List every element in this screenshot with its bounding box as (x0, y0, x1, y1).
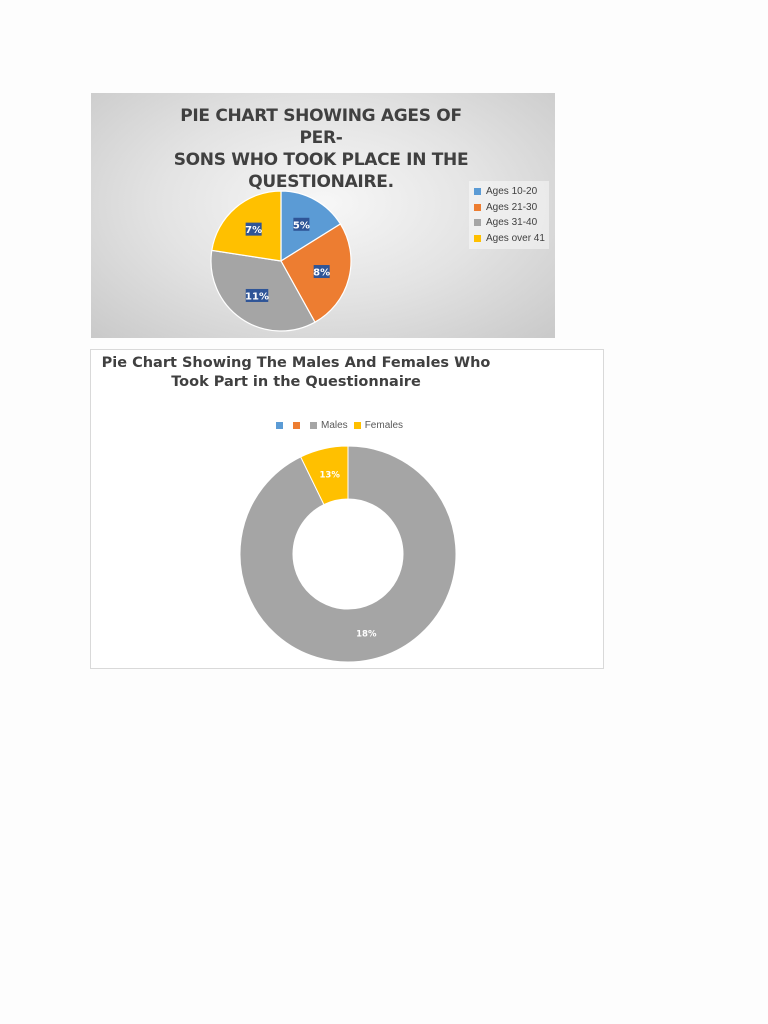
legend-label: Ages 31-40 (486, 217, 538, 229)
chart-title-line: SONS WHO TOOK PLACE IN THE (173, 150, 469, 170)
legend-label: Females (364, 420, 404, 431)
data-label (245, 289, 269, 303)
legend-swatch (474, 188, 481, 195)
legend-item (474, 184, 549, 200)
chart-title-line: QUESTIONAIRE. (248, 172, 394, 192)
svg-text:11%: 11% (245, 291, 269, 303)
legend-item (474, 215, 549, 231)
data-label (293, 218, 310, 232)
chart-title-line: PIE CHART SHOWING AGES OF PER- (180, 106, 462, 148)
data-label: 13% (319, 470, 340, 481)
ages-pie-chart (91, 93, 555, 338)
legend-label: Ages over 41 (486, 232, 545, 244)
chart-title-line: Took Part in the Questionnaire (171, 374, 421, 390)
svg-text:7%: 7% (245, 225, 263, 237)
legend-label: Ages 10-20 (486, 186, 538, 198)
legend (469, 181, 549, 249)
doughnut-plot (91, 350, 604, 669)
legend-swatch (474, 235, 481, 242)
chart-title-line: Pie Chart Showing The Males And Females Who (101, 355, 491, 371)
legend-swatch (474, 204, 481, 211)
svg-text:5%: 5% (292, 220, 310, 232)
data-label (245, 223, 262, 237)
legend-label: Ages 21-30 (486, 201, 538, 213)
legend-label: Males (321, 420, 348, 431)
data-label (313, 265, 330, 279)
svg-text:8%: 8% (313, 267, 331, 279)
legend-swatch (474, 219, 481, 226)
legend-item (474, 231, 549, 247)
legend-item (474, 200, 549, 216)
data-label: 18% (356, 629, 377, 640)
gender-doughnut-chart (90, 349, 604, 669)
